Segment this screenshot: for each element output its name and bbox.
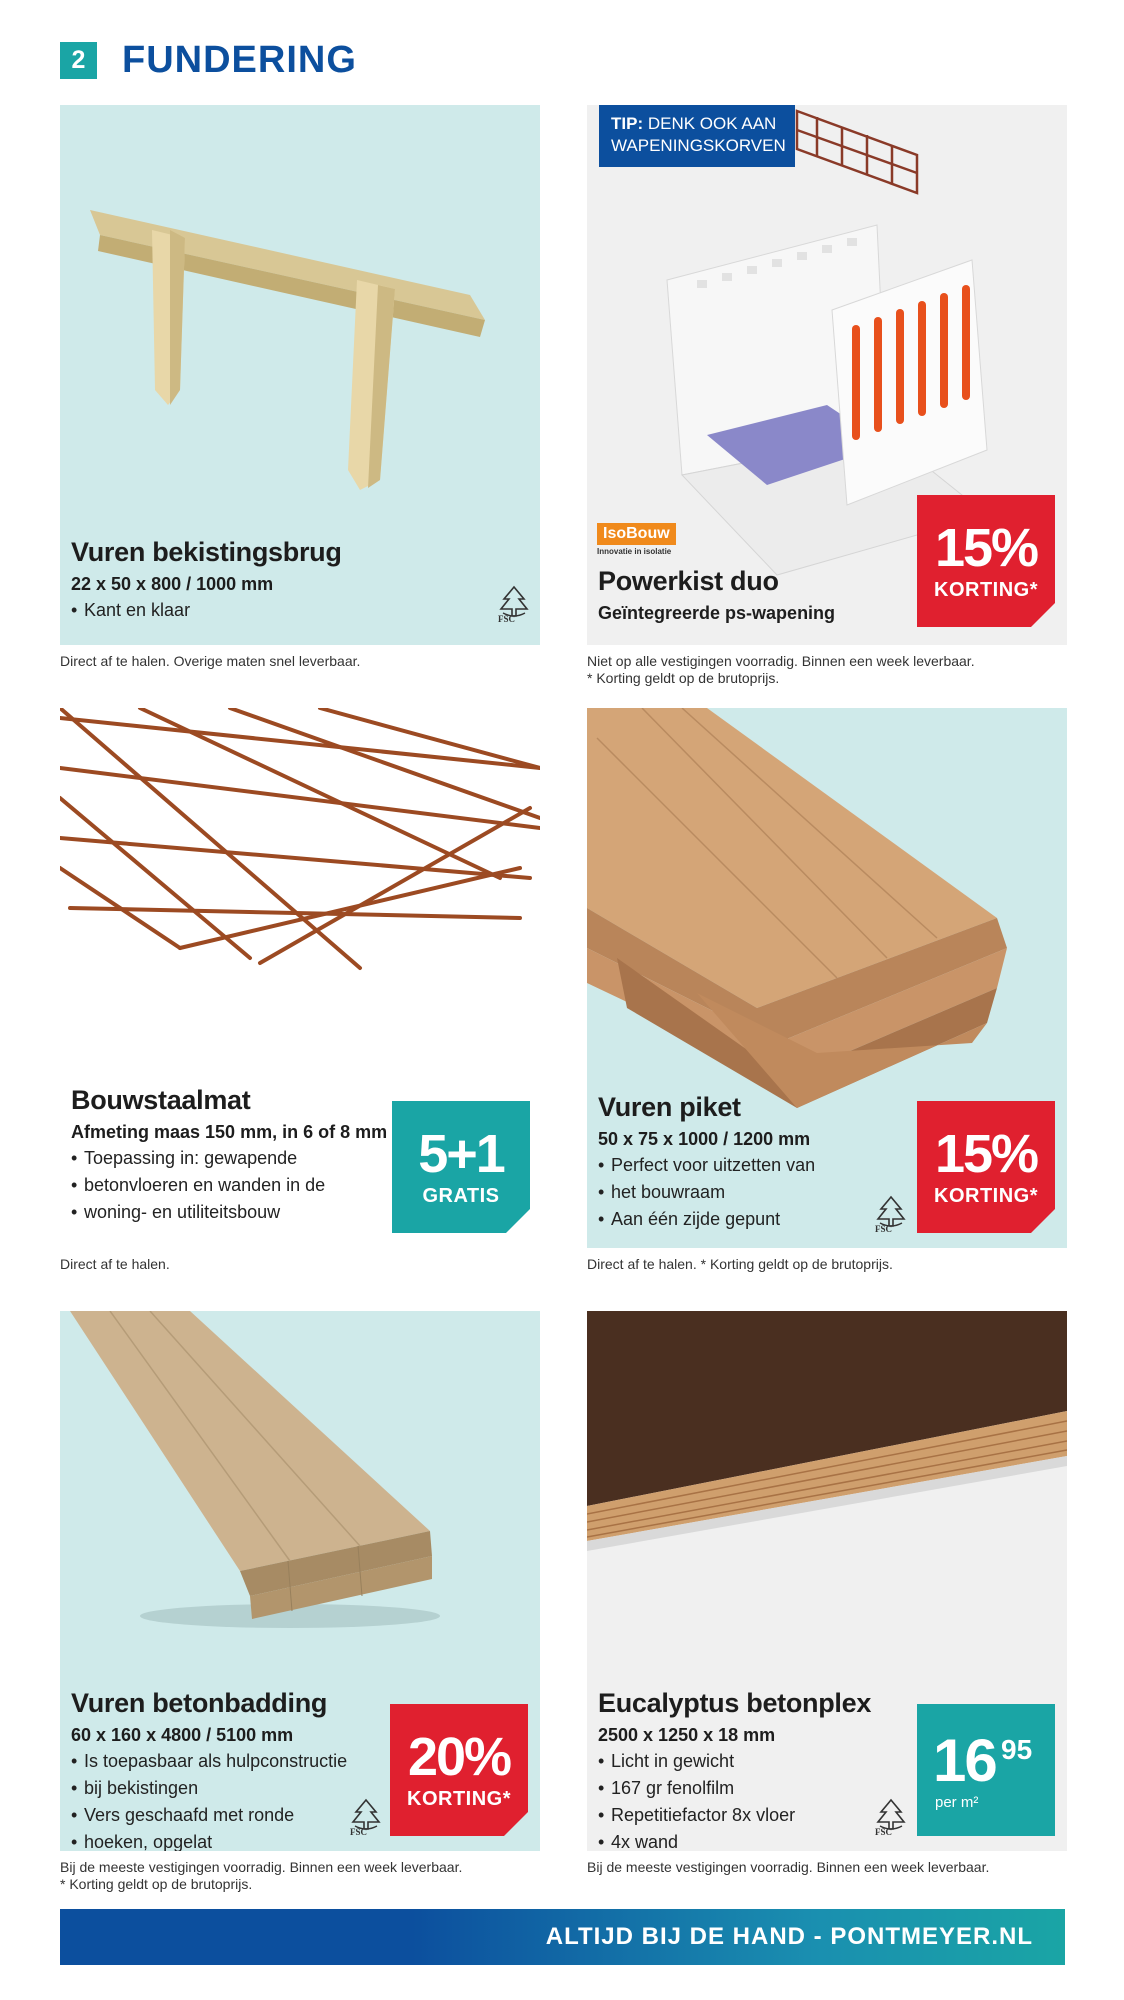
- price-cents: 95: [1001, 1734, 1033, 1765]
- product-title: Vuren piket: [598, 1092, 741, 1122]
- isobouw-tagline: Innovatie in isolatie: [597, 547, 672, 556]
- discount-label: KORTING*: [934, 1184, 1038, 1207]
- feature-item: • Toepassing in: gewapende: [71, 1145, 387, 1172]
- discount-value: 15%: [934, 1123, 1038, 1184]
- product-title: Eucalyptus betonplex: [598, 1688, 872, 1718]
- feature-item: • 167 gr fenolfilm: [598, 1775, 871, 1802]
- page-number: 2: [60, 42, 97, 79]
- feature-item: • Aan één zijde gepunt: [598, 1206, 815, 1233]
- discount-label: KORTING*: [407, 1787, 511, 1810]
- discount-badge: [917, 1101, 1055, 1233]
- fsc-label: FSC: [350, 1827, 368, 1837]
- promo-badge: [392, 1101, 530, 1233]
- tip-banner: [599, 105, 795, 167]
- product-note: Direct af te halen. * Korting geldt op de brutoprijs.: [587, 1256, 893, 1272]
- feature-item: • Vers geschaafd met ronde: [71, 1802, 347, 1829]
- discount-label: KORTING*: [934, 578, 1038, 601]
- product-subtitle: Geïntegreerde ps-wapening: [598, 602, 836, 623]
- product-title: Bouwstaalmat: [71, 1085, 251, 1115]
- footer-banner[interactable]: [60, 1909, 1065, 1965]
- feature-item: • Kant en klaar: [71, 597, 342, 624]
- discount-badge: [390, 1704, 528, 1836]
- product-note: Direct af te halen.: [60, 1256, 170, 1272]
- discount-value: 20%: [407, 1726, 511, 1787]
- discount-value: 15%: [934, 517, 1038, 578]
- product-title: Vuren betonbadding: [71, 1688, 328, 1718]
- product-card-betonplex[interactable]: [587, 1311, 1067, 1851]
- feature-item: • het bouwraam: [598, 1179, 815, 1206]
- promo-label: GRATIS: [422, 1184, 500, 1207]
- product-card-vuren-piket[interactable]: [587, 708, 1067, 1248]
- product-note: Bij de meeste vestigingen voorradig. Binnen een week leverbaar.: [587, 1859, 990, 1875]
- tip-text: DENK OOK AAN WAPENINGSKORVEN: [611, 114, 786, 155]
- product-dimensions: 60 x 160 x 4800 / 5100 mm: [71, 1724, 294, 1745]
- product-card-bouwstaalmat[interactable]: [60, 708, 540, 1248]
- feature-item: • Perfect voor uitzetten van: [598, 1152, 815, 1179]
- product-features: [598, 1152, 815, 1233]
- product-card-bekistingsbrug[interactable]: [60, 105, 540, 645]
- product-features: [598, 1748, 871, 1851]
- product-info: [71, 1086, 387, 1226]
- product-features: [71, 1748, 347, 1851]
- product-info: [71, 538, 342, 624]
- product-info: [598, 1093, 815, 1233]
- product-card-powerkist[interactable]: [587, 105, 1067, 645]
- product-dimensions: 22 x 50 x 800 / 1000 mm: [71, 573, 274, 594]
- product-info: [598, 567, 835, 624]
- isobouw-logo: IsoBouw: [597, 523, 676, 545]
- feature-item: • bij bekistingen: [71, 1775, 347, 1802]
- feature-item: • Is toepasbaar als hulpconstructie: [71, 1748, 347, 1775]
- feature-item: • hoeken, opgelat: [71, 1829, 347, 1851]
- product-info: [598, 1689, 871, 1851]
- product-features: [71, 597, 342, 624]
- feature-item: • 4x wand: [598, 1829, 871, 1851]
- price-unit: per m²: [935, 1794, 979, 1811]
- product-card-betonbadding[interactable]: [60, 1311, 540, 1851]
- fsc-label: FSC: [875, 1224, 893, 1234]
- product-subtitle: Afmeting maas 150 mm, in 6 of 8 mm: [71, 1121, 388, 1142]
- section-title: FUNDERING: [122, 38, 357, 81]
- feature-item: • betonvloeren en wanden in de: [71, 1172, 387, 1199]
- product-title: Vuren bekistingsbrug: [71, 537, 342, 567]
- fsc-label: FSC: [498, 614, 516, 624]
- feature-item: • Repetitiefactor 8x vloer: [598, 1802, 871, 1829]
- product-info: [71, 1689, 347, 1851]
- product-note: [587, 653, 975, 687]
- note-line: * Korting geldt op de brutoprijs.: [587, 670, 780, 686]
- note-line: Niet op alle vestigingen voorradig. Binnen een week leverbaar.: [587, 653, 975, 669]
- note-line: Bij de meeste vestigingen voorradig. Binnen een week leverbaar.: [60, 1859, 463, 1875]
- feature-item: • Licht in gewicht: [598, 1748, 871, 1775]
- promo-value: 5+1: [418, 1123, 504, 1184]
- product-title: Powerkist duo: [598, 566, 779, 596]
- product-dimensions: 50 x 75 x 1000 / 1200 mm: [598, 1128, 811, 1149]
- isobouw-brand: [597, 523, 676, 556]
- tip-label: TIP:: [611, 114, 644, 133]
- feature-item: • woning- en utiliteitsbouw: [71, 1199, 387, 1226]
- discount-badge: [917, 495, 1055, 627]
- product-features: [71, 1145, 387, 1226]
- note-line: * Korting geldt op de brutoprijs.: [60, 1876, 253, 1892]
- product-note: [60, 1859, 462, 1893]
- footer-text[interactable]: ALTIJD BIJ DE HAND - PONTMEYER.NL: [545, 1923, 1033, 1950]
- fsc-label: FSC: [875, 1827, 893, 1837]
- price-badge: [917, 1704, 1055, 1836]
- product-note: Direct af te halen. Overige maten snel leverbaar.: [60, 653, 361, 669]
- price-euros: 16: [933, 1727, 996, 1794]
- product-dimensions: 2500 x 1250 x 18 mm: [598, 1724, 776, 1745]
- page-header: [60, 40, 357, 80]
